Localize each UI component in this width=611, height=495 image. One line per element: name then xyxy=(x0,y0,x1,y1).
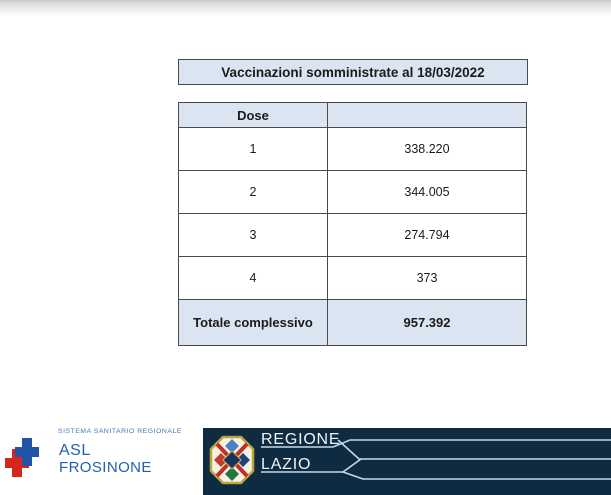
total-label-cell: Totale complessivo xyxy=(179,300,328,346)
report-title: Vaccinazioni somministrate al 18/03/2022 xyxy=(221,64,485,80)
asl-caption: SISTEMA SANITARIO REGIONALE xyxy=(58,428,182,435)
table-row xyxy=(179,128,527,171)
regione-lazio-banner xyxy=(203,428,611,495)
total-value-cell: 957.392 xyxy=(328,300,527,346)
dose-cell: 4 xyxy=(179,257,328,300)
region-name-line1: REGIONE xyxy=(261,431,341,448)
dose-cell: 1 xyxy=(179,128,328,171)
column-header-value xyxy=(328,103,527,128)
report-title-box xyxy=(178,59,528,85)
asl-name-line1: ASL xyxy=(59,442,91,459)
table-row xyxy=(179,171,527,214)
column-header-dose: Dose xyxy=(179,103,328,128)
banner-chevron-lines xyxy=(203,428,611,495)
value-cell: 338.220 xyxy=(328,128,527,171)
table-header-row xyxy=(179,103,527,128)
asl-name-line2: FROSINONE xyxy=(59,459,152,476)
table-total-row xyxy=(179,300,527,346)
table-row xyxy=(179,257,527,300)
table-row xyxy=(179,214,527,257)
viewer-top-edge xyxy=(0,0,611,16)
value-cell: 274.794 xyxy=(328,214,527,257)
value-cell: 344.005 xyxy=(328,171,527,214)
asl-cross-icon xyxy=(5,437,41,481)
value-cell: 373 xyxy=(328,257,527,300)
vaccination-table xyxy=(178,102,527,346)
dose-cell: 3 xyxy=(179,214,328,257)
region-name-line2: LAZIO xyxy=(261,456,312,473)
dose-cell: 2 xyxy=(179,171,328,214)
